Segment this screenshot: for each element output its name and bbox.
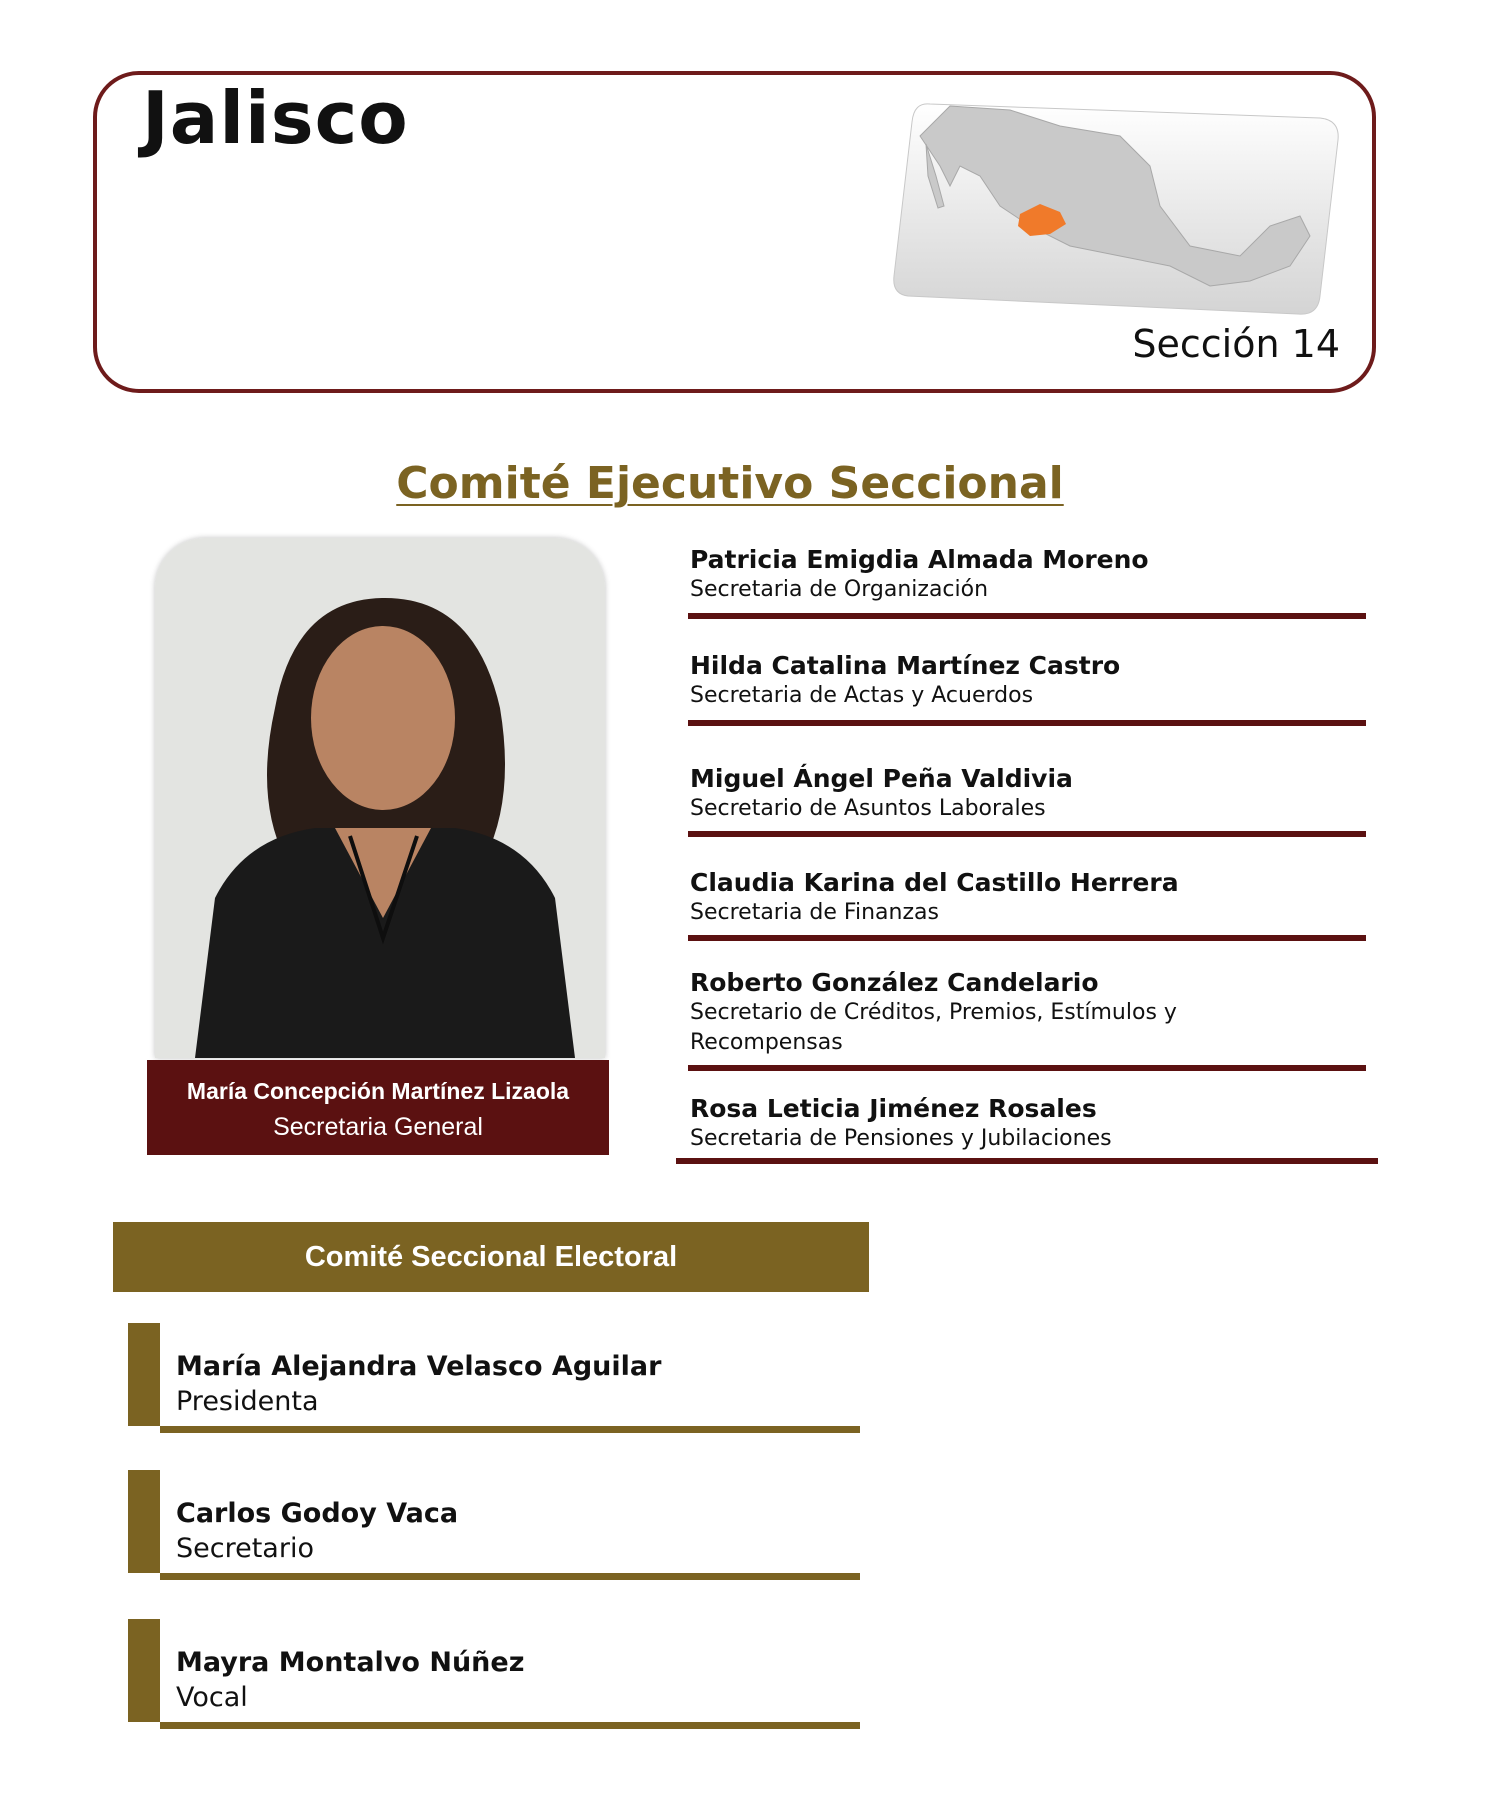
divider xyxy=(160,1426,860,1433)
executive-member xyxy=(690,1094,1366,1154)
section-number: Sección 14 xyxy=(1132,322,1340,366)
divider xyxy=(688,935,1366,941)
divider xyxy=(160,1722,860,1729)
executive-committee-title: Comité Ejecutivo Seccional xyxy=(396,458,1064,509)
member-name: Hilda Catalina Martínez Castro xyxy=(690,651,1121,680)
member-role: Presidenta xyxy=(176,1386,319,1417)
member-role: Secretario xyxy=(176,1533,314,1564)
member-role: Secretaria de Pensiones y Jubilaciones xyxy=(690,1126,1112,1151)
member-role: Secretaria de Finanzas xyxy=(690,900,939,925)
member-name: Roberto González Candelario xyxy=(690,968,1099,997)
member-name: Patricia Emigdia Almada Moreno xyxy=(690,545,1149,574)
member-name: María Alejandra Velasco Aguilar xyxy=(176,1351,662,1382)
member-role: Secretario de Asuntos Laborales xyxy=(690,796,1046,821)
member-role: Secretario de Créditos, Premios, Estímulos y Recompensas xyxy=(690,1000,1177,1055)
executive-member xyxy=(690,764,1366,824)
electoral-committee-title: Comité Seccional Electoral xyxy=(113,1222,869,1292)
divider xyxy=(676,1158,1378,1164)
divider xyxy=(688,720,1366,726)
executive-member xyxy=(690,651,1366,711)
person-photo-icon xyxy=(155,538,605,1058)
electoral-member xyxy=(128,1323,860,1433)
member-role: Secretaria de Organización xyxy=(690,577,989,602)
divider xyxy=(688,831,1366,837)
member-name: Claudia Karina del Castillo Herrera xyxy=(690,868,1179,897)
divider xyxy=(688,613,1366,619)
accent-bar xyxy=(128,1470,160,1573)
leader-nameplate xyxy=(147,1060,609,1155)
mexico-map-icon xyxy=(890,96,1346,326)
electoral-member xyxy=(128,1470,860,1580)
leader-name: María Concepción Martínez Lizaola xyxy=(186,1078,570,1104)
leader-photo xyxy=(155,538,605,1058)
member-role: Vocal xyxy=(176,1682,248,1713)
member-name: Carlos Godoy Vaca xyxy=(176,1498,459,1529)
state-title: Jalisco xyxy=(142,76,409,160)
member-name: Mayra Montalvo Núñez xyxy=(176,1647,525,1678)
accent-bar xyxy=(128,1323,160,1426)
leader-role: Secretaria General xyxy=(273,1113,483,1141)
divider xyxy=(688,1065,1366,1071)
executive-member xyxy=(690,545,1366,605)
divider xyxy=(160,1573,860,1580)
member-name: Miguel Ángel Peña Valdivia xyxy=(690,764,1073,793)
executive-member xyxy=(690,868,1366,928)
electoral-member xyxy=(128,1619,860,1729)
accent-bar xyxy=(128,1619,160,1722)
member-role: Secretaria de Actas y Acuerdos xyxy=(690,683,1034,708)
member-name: Rosa Leticia Jiménez Rosales xyxy=(690,1094,1097,1123)
executive-member xyxy=(690,968,1250,1058)
